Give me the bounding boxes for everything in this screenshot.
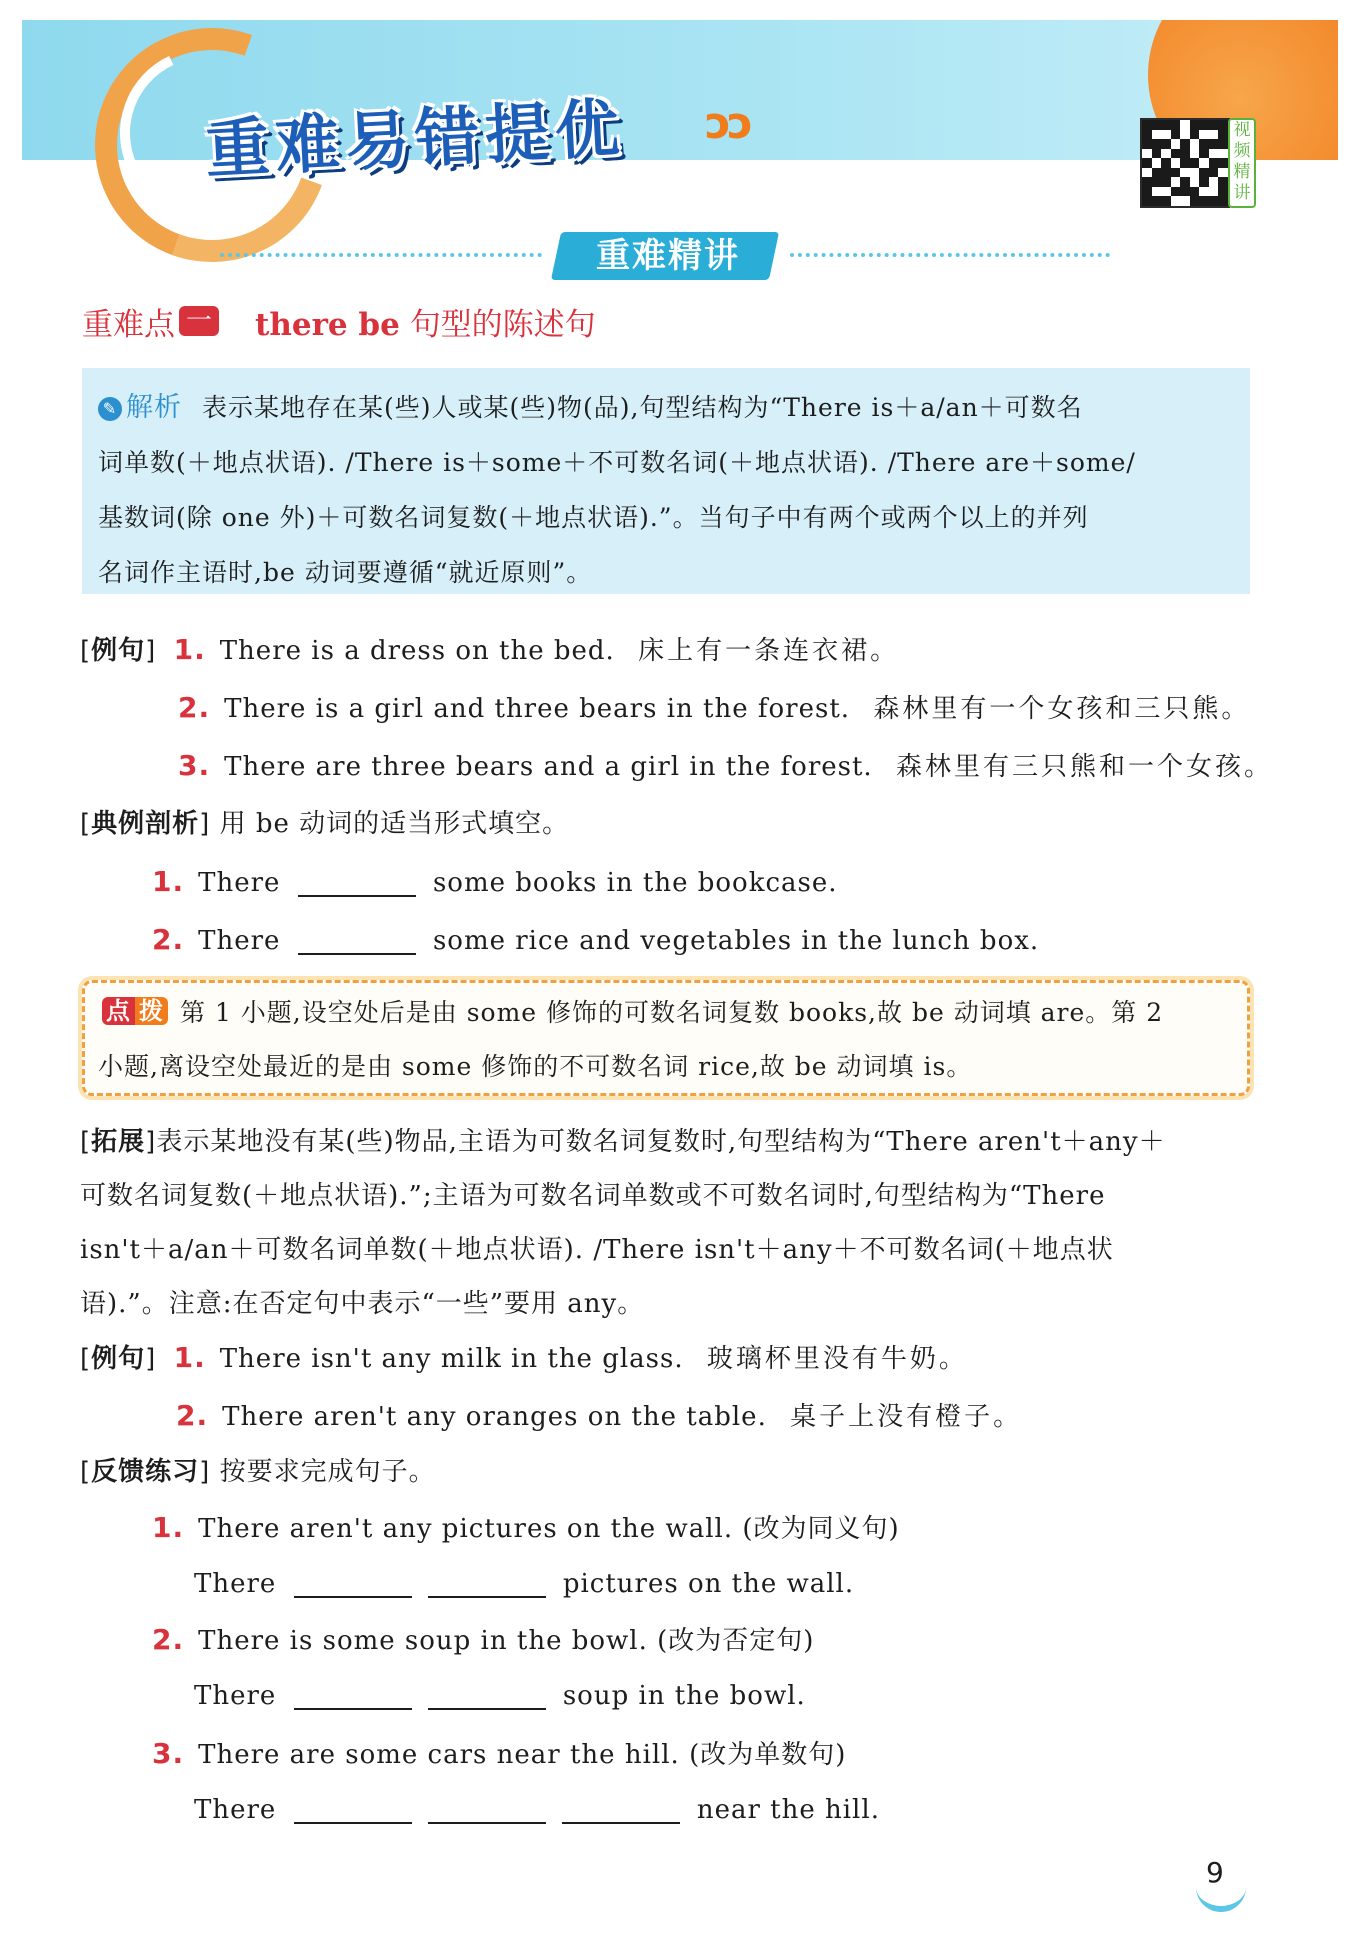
example-line bbox=[80, 630, 899, 671]
example-line bbox=[178, 688, 1250, 729]
analysis-line: 名词作主语时,be 动词要遵循“就近原则”。 bbox=[98, 558, 593, 587]
typical-question bbox=[152, 920, 1039, 961]
qr-code-icon[interactable] bbox=[1140, 118, 1230, 208]
qr-module bbox=[1190, 139, 1200, 149]
analysis-text bbox=[98, 380, 1240, 600]
example-chinese: 桌子上没有橙子。 bbox=[790, 1402, 1023, 1432]
question-sentence: There aren't any pictures on the wall. bbox=[198, 1514, 734, 1544]
qr-module bbox=[1180, 158, 1190, 168]
tip-badge bbox=[98, 994, 172, 1028]
qr-module bbox=[1190, 187, 1200, 197]
qr-module bbox=[1171, 196, 1181, 206]
practice-instruction: 按要求完成句子。 bbox=[219, 1457, 436, 1487]
section-ribbon-label: 重难精讲 bbox=[596, 236, 740, 276]
practice-question bbox=[152, 1620, 814, 1661]
qr-module bbox=[1190, 149, 1200, 159]
example-chinese: 森林里有三只熊和一个女孩。 bbox=[895, 752, 1273, 782]
page-number-decoration bbox=[1196, 1876, 1246, 1912]
answer-blank[interactable] bbox=[428, 1792, 546, 1824]
practice-tag-text: 反馈练习 bbox=[91, 1457, 200, 1487]
example-line bbox=[178, 746, 1273, 787]
qr-module bbox=[1209, 177, 1219, 187]
qr-module bbox=[1161, 177, 1171, 187]
extension-line bbox=[80, 1115, 1252, 1169]
page-number: 9 bbox=[1206, 1856, 1224, 1889]
divider-right bbox=[790, 253, 1110, 257]
decorative-wave-icon: ↄↄ bbox=[705, 98, 750, 149]
qr-label: 视频精讲 bbox=[1228, 118, 1256, 208]
example-tag: [例句] bbox=[80, 1344, 157, 1374]
answer-after: soup in the bowl. bbox=[562, 1681, 806, 1711]
qr-module bbox=[1218, 139, 1228, 149]
qr-module bbox=[1190, 196, 1200, 206]
qr-module bbox=[1190, 158, 1200, 168]
analysis-label bbox=[98, 392, 182, 423]
qr-module bbox=[1171, 158, 1181, 168]
qr-module bbox=[1152, 130, 1162, 140]
qr-module bbox=[1218, 130, 1228, 140]
question-number: 3. bbox=[152, 1737, 185, 1770]
question-note: (改为单数句) bbox=[689, 1740, 847, 1770]
typical-instruction: 用 be 动词的适当形式填空。 bbox=[219, 809, 570, 839]
qr-module bbox=[1171, 177, 1181, 187]
answer-blank[interactable] bbox=[294, 1678, 412, 1710]
analysis-line bbox=[98, 380, 1240, 435]
qr-module bbox=[1218, 158, 1228, 168]
qr-module bbox=[1152, 139, 1162, 149]
qr-module bbox=[1152, 149, 1162, 159]
typical-heading bbox=[80, 804, 569, 844]
qr-module bbox=[1180, 139, 1190, 149]
qr-module bbox=[1142, 168, 1152, 178]
qr-module bbox=[1142, 158, 1152, 168]
example-number: 3. bbox=[178, 749, 211, 782]
question-number: 2. bbox=[152, 1623, 185, 1656]
qr-module bbox=[1209, 168, 1219, 178]
question-before: There bbox=[198, 926, 281, 956]
answer-blank[interactable] bbox=[562, 1792, 680, 1824]
qr-module bbox=[1142, 177, 1152, 187]
qr-module bbox=[1142, 130, 1152, 140]
example-line bbox=[176, 1396, 1022, 1437]
tip-badge-b: 拨 bbox=[135, 997, 168, 1025]
qr-module bbox=[1180, 196, 1190, 206]
key-point-number-badge: 一 bbox=[179, 306, 219, 336]
qr-module bbox=[1161, 149, 1171, 159]
answer-before: There bbox=[194, 1569, 277, 1599]
qr-module bbox=[1199, 196, 1209, 206]
qr-module bbox=[1152, 177, 1162, 187]
qr-module bbox=[1218, 187, 1228, 197]
example-english: There is a dress on the bed. bbox=[219, 636, 615, 666]
analysis-line-text: 表示某地存在某(些)人或某(些)物(品),句型结构为“There is＋a/an＋可数名 bbox=[202, 393, 1083, 422]
example-number: 2. bbox=[176, 1399, 209, 1432]
qr-module bbox=[1209, 158, 1219, 168]
qr-module bbox=[1180, 187, 1190, 197]
example-english: There isn't any milk in the glass. bbox=[219, 1344, 684, 1374]
answer-blank[interactable] bbox=[294, 1792, 412, 1824]
qr-module bbox=[1152, 120, 1162, 130]
key-icon: ✎ bbox=[98, 397, 122, 421]
qr-module bbox=[1142, 149, 1152, 159]
qr-module bbox=[1171, 120, 1181, 130]
typical-question bbox=[152, 862, 838, 903]
qr-module bbox=[1190, 168, 1200, 178]
key-point-heading bbox=[82, 298, 596, 344]
qr-module bbox=[1218, 120, 1228, 130]
qr-module bbox=[1209, 196, 1219, 206]
practice-question bbox=[152, 1508, 900, 1549]
example-tag-text: 例句 bbox=[91, 1344, 146, 1374]
qr-module bbox=[1161, 139, 1171, 149]
extension-line: 可数名词复数(＋地点状语).”;主语为可数名词单数或不可数名词时,句型结构为“There bbox=[80, 1181, 1106, 1211]
question-sentence: There is some soup in the bowl. bbox=[198, 1626, 648, 1656]
answer-blank[interactable] bbox=[428, 1566, 546, 1598]
extension-line: isn't＋a/an＋可数名词单数(＋地点状语). /There isn't＋any＋不可数名词(＋地点状 bbox=[80, 1235, 1114, 1265]
example-english: There are three bears and a girl in the forest. bbox=[224, 752, 873, 782]
analysis-line: 基数词(除 one 外)＋可数名词复数(＋地点状语).”。当句子中有两个或两个以上的并列 bbox=[98, 503, 1089, 532]
example-tag-text: 例句 bbox=[91, 636, 146, 666]
qr-module bbox=[1142, 139, 1152, 149]
question-note: (改为否定句) bbox=[657, 1626, 815, 1656]
qr-module bbox=[1161, 158, 1171, 168]
qr-module bbox=[1152, 196, 1162, 206]
practice-answer bbox=[194, 1676, 806, 1716]
analysis-line: 词单数(＋地点状语). /There is＋some＋不可数名词(＋地点状语). /There are＋some/ bbox=[98, 448, 1136, 477]
tip-badge-a: 点 bbox=[102, 997, 135, 1025]
practice-question bbox=[152, 1734, 846, 1775]
qr-module bbox=[1209, 187, 1219, 197]
qr-module bbox=[1171, 187, 1181, 197]
qr-module bbox=[1199, 120, 1209, 130]
qr-module bbox=[1199, 187, 1209, 197]
answer-blank[interactable] bbox=[294, 1566, 412, 1598]
answer-after: pictures on the wall. bbox=[562, 1569, 855, 1599]
qr-module bbox=[1152, 158, 1162, 168]
typical-tag-text: 典例剖析 bbox=[91, 809, 200, 839]
practice-answer bbox=[194, 1564, 854, 1604]
key-point-topic-zh: 句型的陈述句 bbox=[409, 306, 596, 343]
qr-module bbox=[1142, 196, 1152, 206]
question-number: 1. bbox=[152, 865, 185, 898]
example-chinese: 床上有一条连衣裙。 bbox=[638, 636, 900, 666]
header-title: 重难易错提优 bbox=[203, 92, 627, 188]
tip-line-text: 第 1 小题,设空处后是由 some 修饰的可数名词复数 books,故 be 动词填 are。第 2 bbox=[180, 998, 1164, 1027]
qr-module bbox=[1180, 149, 1190, 159]
qr-module bbox=[1161, 130, 1171, 140]
example-chinese: 玻璃杯里没有牛奶。 bbox=[706, 1344, 968, 1374]
qr-module bbox=[1218, 177, 1228, 187]
divider-left bbox=[220, 253, 542, 257]
qr-module bbox=[1171, 168, 1181, 178]
example-chinese: 森林里有一个女孩和三只熊。 bbox=[873, 694, 1251, 724]
qr-module bbox=[1190, 120, 1200, 130]
example-tag: [例句] bbox=[80, 636, 157, 666]
qr-module bbox=[1209, 130, 1219, 140]
qr-module bbox=[1171, 139, 1181, 149]
qr-module bbox=[1171, 130, 1181, 140]
qr-module bbox=[1190, 130, 1200, 140]
extension-line-text: 表示某地没有某(些)物品,主语为可数名词复数时,句型结构为“There aren't＋any＋ bbox=[156, 1127, 1166, 1157]
typical-tag: [典例剖析] bbox=[80, 809, 211, 839]
qr-module bbox=[1180, 130, 1190, 140]
extension-line: 语).”。注意:在否定句中表示“一些”要用 any。 bbox=[80, 1289, 645, 1319]
example-english: There aren't any oranges on the table. bbox=[222, 1402, 767, 1432]
qr-module bbox=[1142, 120, 1152, 130]
tip-line: 小题,离设空处最近的是由 some 修饰的不可数名词 rice,故 be 动词填 is。 bbox=[98, 1052, 973, 1081]
question-sentence: There are some cars near the hill. bbox=[198, 1740, 680, 1770]
tip-text bbox=[98, 986, 1240, 1094]
qr-module bbox=[1209, 120, 1219, 130]
example-number: 2. bbox=[178, 691, 211, 724]
qr-module bbox=[1218, 196, 1228, 206]
question-note: (改为同义句) bbox=[742, 1514, 900, 1544]
extension-tag-text: 拓展 bbox=[91, 1127, 146, 1157]
qr-module bbox=[1199, 177, 1209, 187]
question-after: some books in the bookcase. bbox=[432, 868, 838, 898]
practice-answer bbox=[194, 1790, 880, 1830]
qr-module bbox=[1199, 168, 1209, 178]
answer-after: near the hill. bbox=[696, 1795, 880, 1825]
qr-module bbox=[1152, 187, 1162, 197]
qr-module bbox=[1199, 130, 1209, 140]
qr-module bbox=[1209, 149, 1219, 159]
qr-module bbox=[1171, 149, 1181, 159]
qr-module bbox=[1218, 168, 1228, 178]
qr-module bbox=[1161, 187, 1171, 197]
qr-module bbox=[1199, 149, 1209, 159]
answer-blank[interactable] bbox=[428, 1678, 546, 1710]
qr-module bbox=[1180, 177, 1190, 187]
extension-tag: [拓展] bbox=[80, 1127, 157, 1157]
example-english: There is a girl and three bears in the forest. bbox=[224, 694, 851, 724]
key-point-topic-en: there be bbox=[255, 306, 400, 343]
example-line bbox=[80, 1338, 968, 1379]
qr-module bbox=[1190, 177, 1200, 187]
extension-text bbox=[80, 1115, 1252, 1331]
practice-heading bbox=[80, 1452, 436, 1492]
qr-module bbox=[1161, 196, 1171, 206]
key-point-topic bbox=[255, 299, 596, 344]
question-number: 2. bbox=[152, 923, 185, 956]
key-point-prefix: 重难点 bbox=[82, 306, 175, 343]
qr-module bbox=[1199, 139, 1209, 149]
practice-tag: [反馈练习] bbox=[80, 1457, 211, 1487]
example-number: 1. bbox=[173, 1341, 206, 1374]
question-before: There bbox=[198, 868, 281, 898]
qr-module bbox=[1209, 139, 1219, 149]
question-number: 1. bbox=[152, 1511, 185, 1544]
question-after: some rice and vegetables in the lunch box. bbox=[432, 926, 1040, 956]
answer-before: There bbox=[194, 1681, 277, 1711]
example-number: 1. bbox=[173, 633, 206, 666]
qr-module bbox=[1152, 168, 1162, 178]
analysis-label-text: 解析 bbox=[126, 392, 182, 423]
qr-module bbox=[1161, 168, 1171, 178]
qr-module bbox=[1218, 149, 1228, 159]
qr-module bbox=[1161, 120, 1171, 130]
qr-module bbox=[1180, 120, 1190, 130]
answer-blank[interactable] bbox=[298, 923, 416, 955]
answer-before: There bbox=[194, 1795, 277, 1825]
tip-line bbox=[98, 986, 1240, 1040]
qr-module bbox=[1142, 187, 1152, 197]
qr-module bbox=[1180, 168, 1190, 178]
answer-blank[interactable] bbox=[298, 865, 416, 897]
qr-module bbox=[1199, 158, 1209, 168]
